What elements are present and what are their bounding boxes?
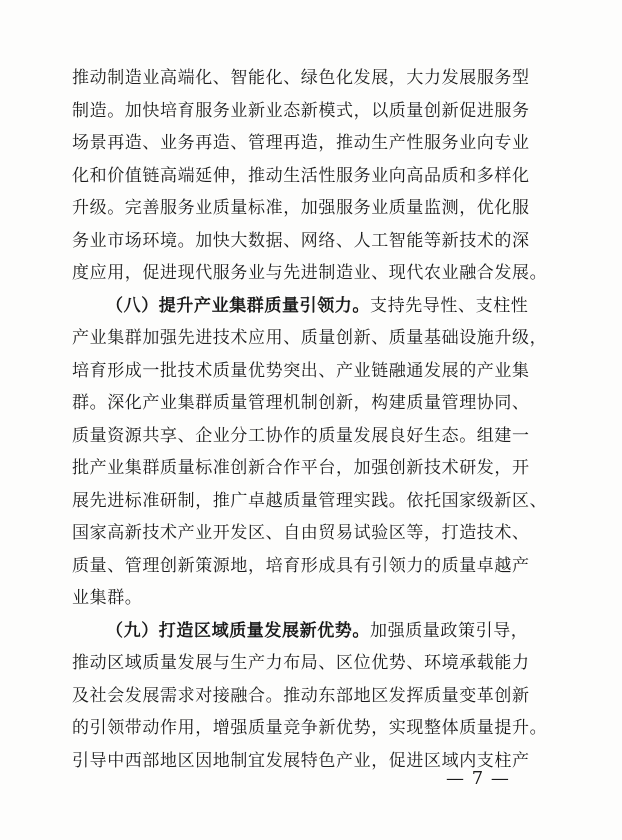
text-line: 及社会发展需求对接融合。推动东部地区发挥质量变革创新 bbox=[72, 685, 530, 706]
body-text bbox=[72, 62, 548, 777]
text-line: 升级。完善服务业质量标准，加强服务业质量监测，优化服 bbox=[72, 198, 530, 218]
text-line: 展先进标准研制，推广卓越质量管理实践。依托国家级新区、 bbox=[72, 490, 548, 511]
text-run: 支持先导性、支柱性 bbox=[370, 295, 529, 316]
text-line: 度应用，促进现代服务业与先进制造业、现代农业融合发展。 bbox=[72, 263, 548, 283]
text-line: 务业市场环境。加快大数据、网络、人工智能等新技术的深 bbox=[72, 230, 530, 251]
section-heading-9: （九）打造区域质量发展新优势。 bbox=[106, 620, 370, 641]
paragraph-first-line bbox=[72, 290, 529, 323]
text-line: 批产业集群质量标准创新合作平台，加强创新技术研发，开 bbox=[72, 458, 530, 478]
text-line: 业集群。 bbox=[72, 588, 143, 608]
section-heading-8: （八）提升产业集群质量引领力。 bbox=[106, 295, 370, 316]
page-number: — 7 — bbox=[446, 768, 510, 789]
text-line: 制造。加快培育服务业新业态新模式，以质量创新促进服务 bbox=[72, 100, 530, 121]
text-line: 场景再造、业务再造、管理再造，推动生产性服务业向专业 bbox=[72, 133, 530, 153]
text-line: 培育形成一批技术质量优势突出、产业链融通发展的产业集 bbox=[72, 360, 530, 381]
text-line: 化和价值链高端延伸，推动生活性服务业向高品质和多样化 bbox=[72, 165, 530, 186]
text-line: 质量资源共享、企业分工协作的质量发展良好生态。组建一 bbox=[72, 425, 530, 446]
paragraph-first-line bbox=[72, 615, 529, 648]
text-line: 群。深化产业集群质量管理机制创新，构建质量管理协同、 bbox=[72, 393, 530, 413]
text-line: 质量、管理创新策源地，培育形成具有引领力的质量卓越产 bbox=[72, 555, 530, 576]
text-line: 推动区域质量发展与生产力布局、区位优势、环境承载能力 bbox=[72, 653, 530, 673]
text-line: 产业集群加强先进技术应用、质量创新、质量基础设施升级， bbox=[72, 328, 548, 348]
text-run: 加强质量政策引导， bbox=[370, 620, 529, 641]
text-line: 引导中西部地区因地制宜发展特色产业，促进区域内支柱产 bbox=[72, 750, 530, 771]
text-line: 推动制造业高端化、智能化、绿色化发展，大力发展服务型 bbox=[72, 68, 530, 88]
text-line: 国家高新技术产业开发区、自由贸易试验区等，打造技术、 bbox=[72, 523, 530, 543]
text-line: 的引领带动作用，增强质量竞争新优势，实现整体质量提升。 bbox=[72, 718, 548, 738]
